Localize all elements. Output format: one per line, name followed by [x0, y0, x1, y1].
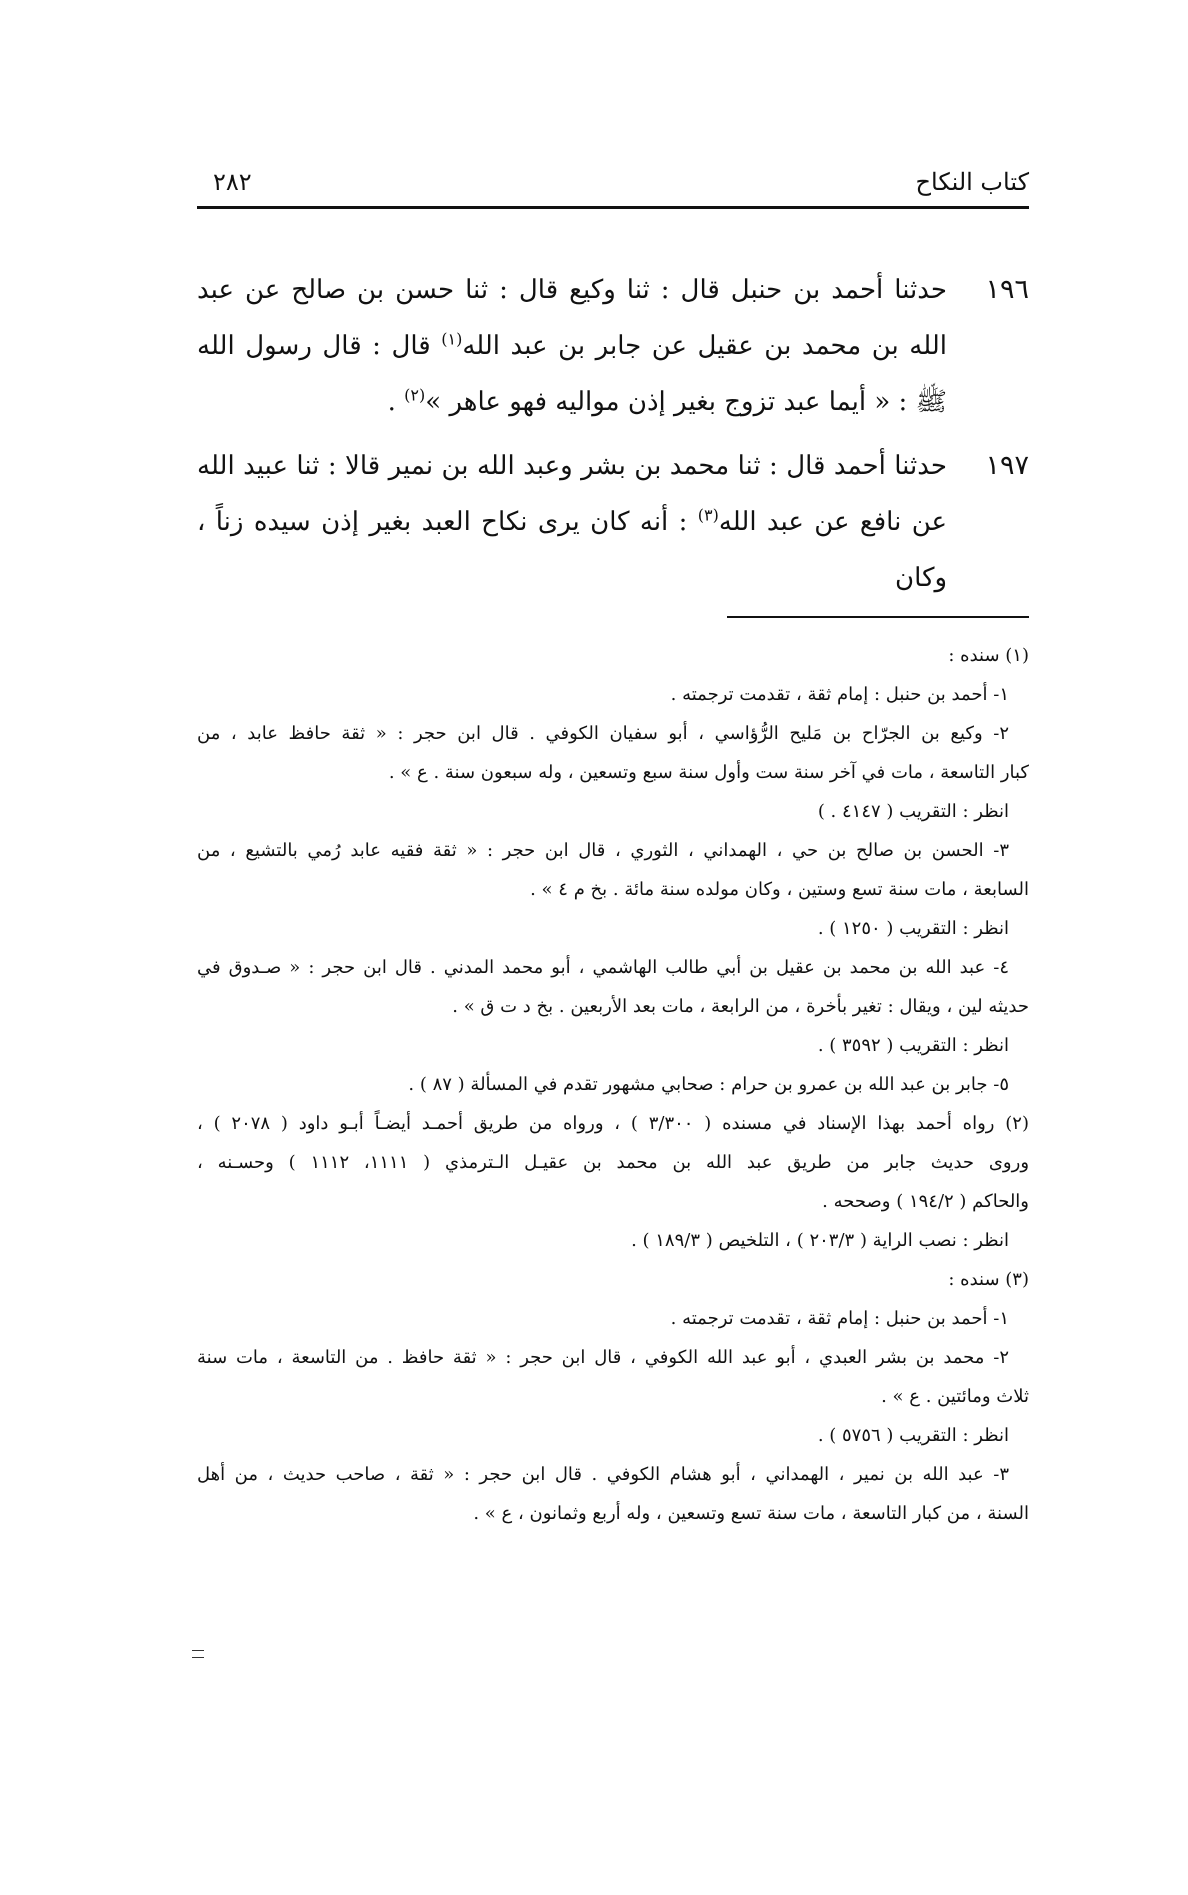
- footnote-line: كبار التاسعة ، مات في آخر سنة ست وأول سنة سبع وتسعين ، وله سبعون سنة . ع » .: [388, 762, 1029, 783]
- footnote-line: ١- أحمد بن حنبل : إمام ثقة ، تقدمت ترجمته .: [670, 1308, 1009, 1329]
- footnote-heading: (٣) سنده :: [948, 1269, 1029, 1290]
- hadith-text: [197, 438, 947, 606]
- footnote-heading: (٢) رواه أحمد بهذا الإسناد في مسنده ( ٣/٣٠٠ ) ، ورواه من طريق أحمـد أيضـاً أبـو داود ( ٢٠٧٨ ) ،: [197, 1113, 1029, 1134]
- footnote-line: ٤- عبد الله بن محمد بن عقيل بن أبي طالب الهاشمي ، أبو محمد المدني . قال ابن حجر : « صـدوق في: [197, 957, 1009, 978]
- footnote-line: ٣- الحسن بن صالح بن حي ، الهمداني ، الثوري ، قال ابن حجر : « ثقة فقيه عابد رُمي بالتشيع ، من: [197, 840, 1009, 861]
- hadith-196: [197, 262, 1029, 430]
- hadith-text-part: حدثنا أحمد قال : ثنا محمد بن بشر وعبد الله بن نمير قالا : ثنا عبيد الله عن نافع عن عبد الله: [197, 451, 948, 537]
- hadith-text-part: قال : قال رسول الله ﷺ : « أيما عبد تزوج بغير إذن مواليه فهو عاهر »: [197, 331, 947, 417]
- footnote-line: انظر : التقريب ( ٣٥٩٢ ) .: [817, 1035, 1009, 1056]
- page-number: ٢٨٢: [213, 168, 252, 196]
- footnote-ref: (٢): [404, 385, 426, 405]
- footnote-line: ٣- عبد الله بن نمير ، الهمداني ، أبو هشام الكوفي . قال ابن حجر : « ثقة ، صاحب حديث ، من أهل: [197, 1464, 1009, 1485]
- footnote-line: انظر : نصب الراية ( ٢٠٣/٣ ) ، التلخيص ( ١٨٩/٣ ) .: [631, 1230, 1009, 1251]
- hadith-text-part: حدثنا أحمد بن حنبل قال : ثنا وكيع قال : ثنا حسن بن صالح عن عبد الله بن محمد بن عقيل عن جابر بن عبد الله: [197, 275, 947, 361]
- hadith-text-part: .: [387, 387, 405, 417]
- header-rule: [197, 206, 1029, 209]
- footnote-line: ٢- وكيع بن الجرّاح بن مَليح الرُّؤاسي ، أبو سفيان الكوفي . قال ابن حجر : « ثقة حافظ عابد ، من: [197, 723, 1009, 744]
- hadith-197: [197, 438, 1029, 606]
- footnote-line: والحاكم ( ١٩٤/٢ ) وصححه .: [822, 1191, 1029, 1212]
- footnote-rule: [727, 616, 1029, 618]
- footnote-line: انظر : التقريب ( ٤١٤٧ . ): [817, 801, 1009, 822]
- footnote-heading: (١) سنده :: [948, 645, 1029, 666]
- footnote-ref: (١): [441, 329, 463, 349]
- footnote-line: ٢- محمد بن بشر العبدي ، أبو عبد الله الكوفي ، قال ابن حجر : « ثقة حافظ . من التاسعة ، مات سنة: [197, 1347, 1009, 1368]
- footnote-line: السنة ، من كبار التاسعة ، مات سنة تسع وتسعين ، وله أربع وثمانون ، ع » .: [473, 1503, 1029, 1524]
- hadith-number: ١٩٦: [985, 274, 1029, 305]
- hadith-text: [197, 262, 947, 430]
- footnote-ref: (٣): [697, 505, 719, 525]
- footnote-line: ٥- جابر بن عبد الله بن عمرو بن حرام : صحابي مشهور تقدم في المسألة ( ٨٧ ) .: [408, 1074, 1009, 1095]
- footnote-line: انظر : التقريب ( ١٢٥٠ ) .: [817, 918, 1009, 939]
- page-header: [197, 168, 1029, 208]
- hadith-number: ١٩٧: [985, 450, 1029, 481]
- footnotes: [197, 636, 1029, 1533]
- continuation-mark: [192, 1650, 204, 1658]
- footnote-line: السابعة ، مات سنة تسع وستين ، وكان مولده سنة مائة . بخ م ٤ » .: [530, 879, 1029, 900]
- main-text: [197, 262, 1029, 614]
- footnote-line: انظر : التقريب ( ٥٧٥٦ ) .: [817, 1425, 1009, 1446]
- footnote-line: ١- أحمد بن حنبل : إمام ثقة ، تقدمت ترجمته .: [670, 684, 1009, 705]
- running-title: كتاب النكاح: [915, 168, 1029, 196]
- hadith-text-part: : أنه كان يرى نكاح العبد بغير إذن سيده زناً ، وكان: [197, 507, 947, 593]
- footnote-line: وروى حديث جابر من طريق عبد الله بن محمد بن عقيـل الـترمذي ( ١١١١، ١١١٢ ) وحسـنه ،: [197, 1152, 1029, 1173]
- footnote-line: حديثه لين ، ويقال : تغير بأخرة ، من الرابعة ، مات بعد الأربعين . بخ د ت ق » .: [452, 996, 1029, 1017]
- footnote-line: ثلاث ومائتين . ع » .: [881, 1386, 1029, 1407]
